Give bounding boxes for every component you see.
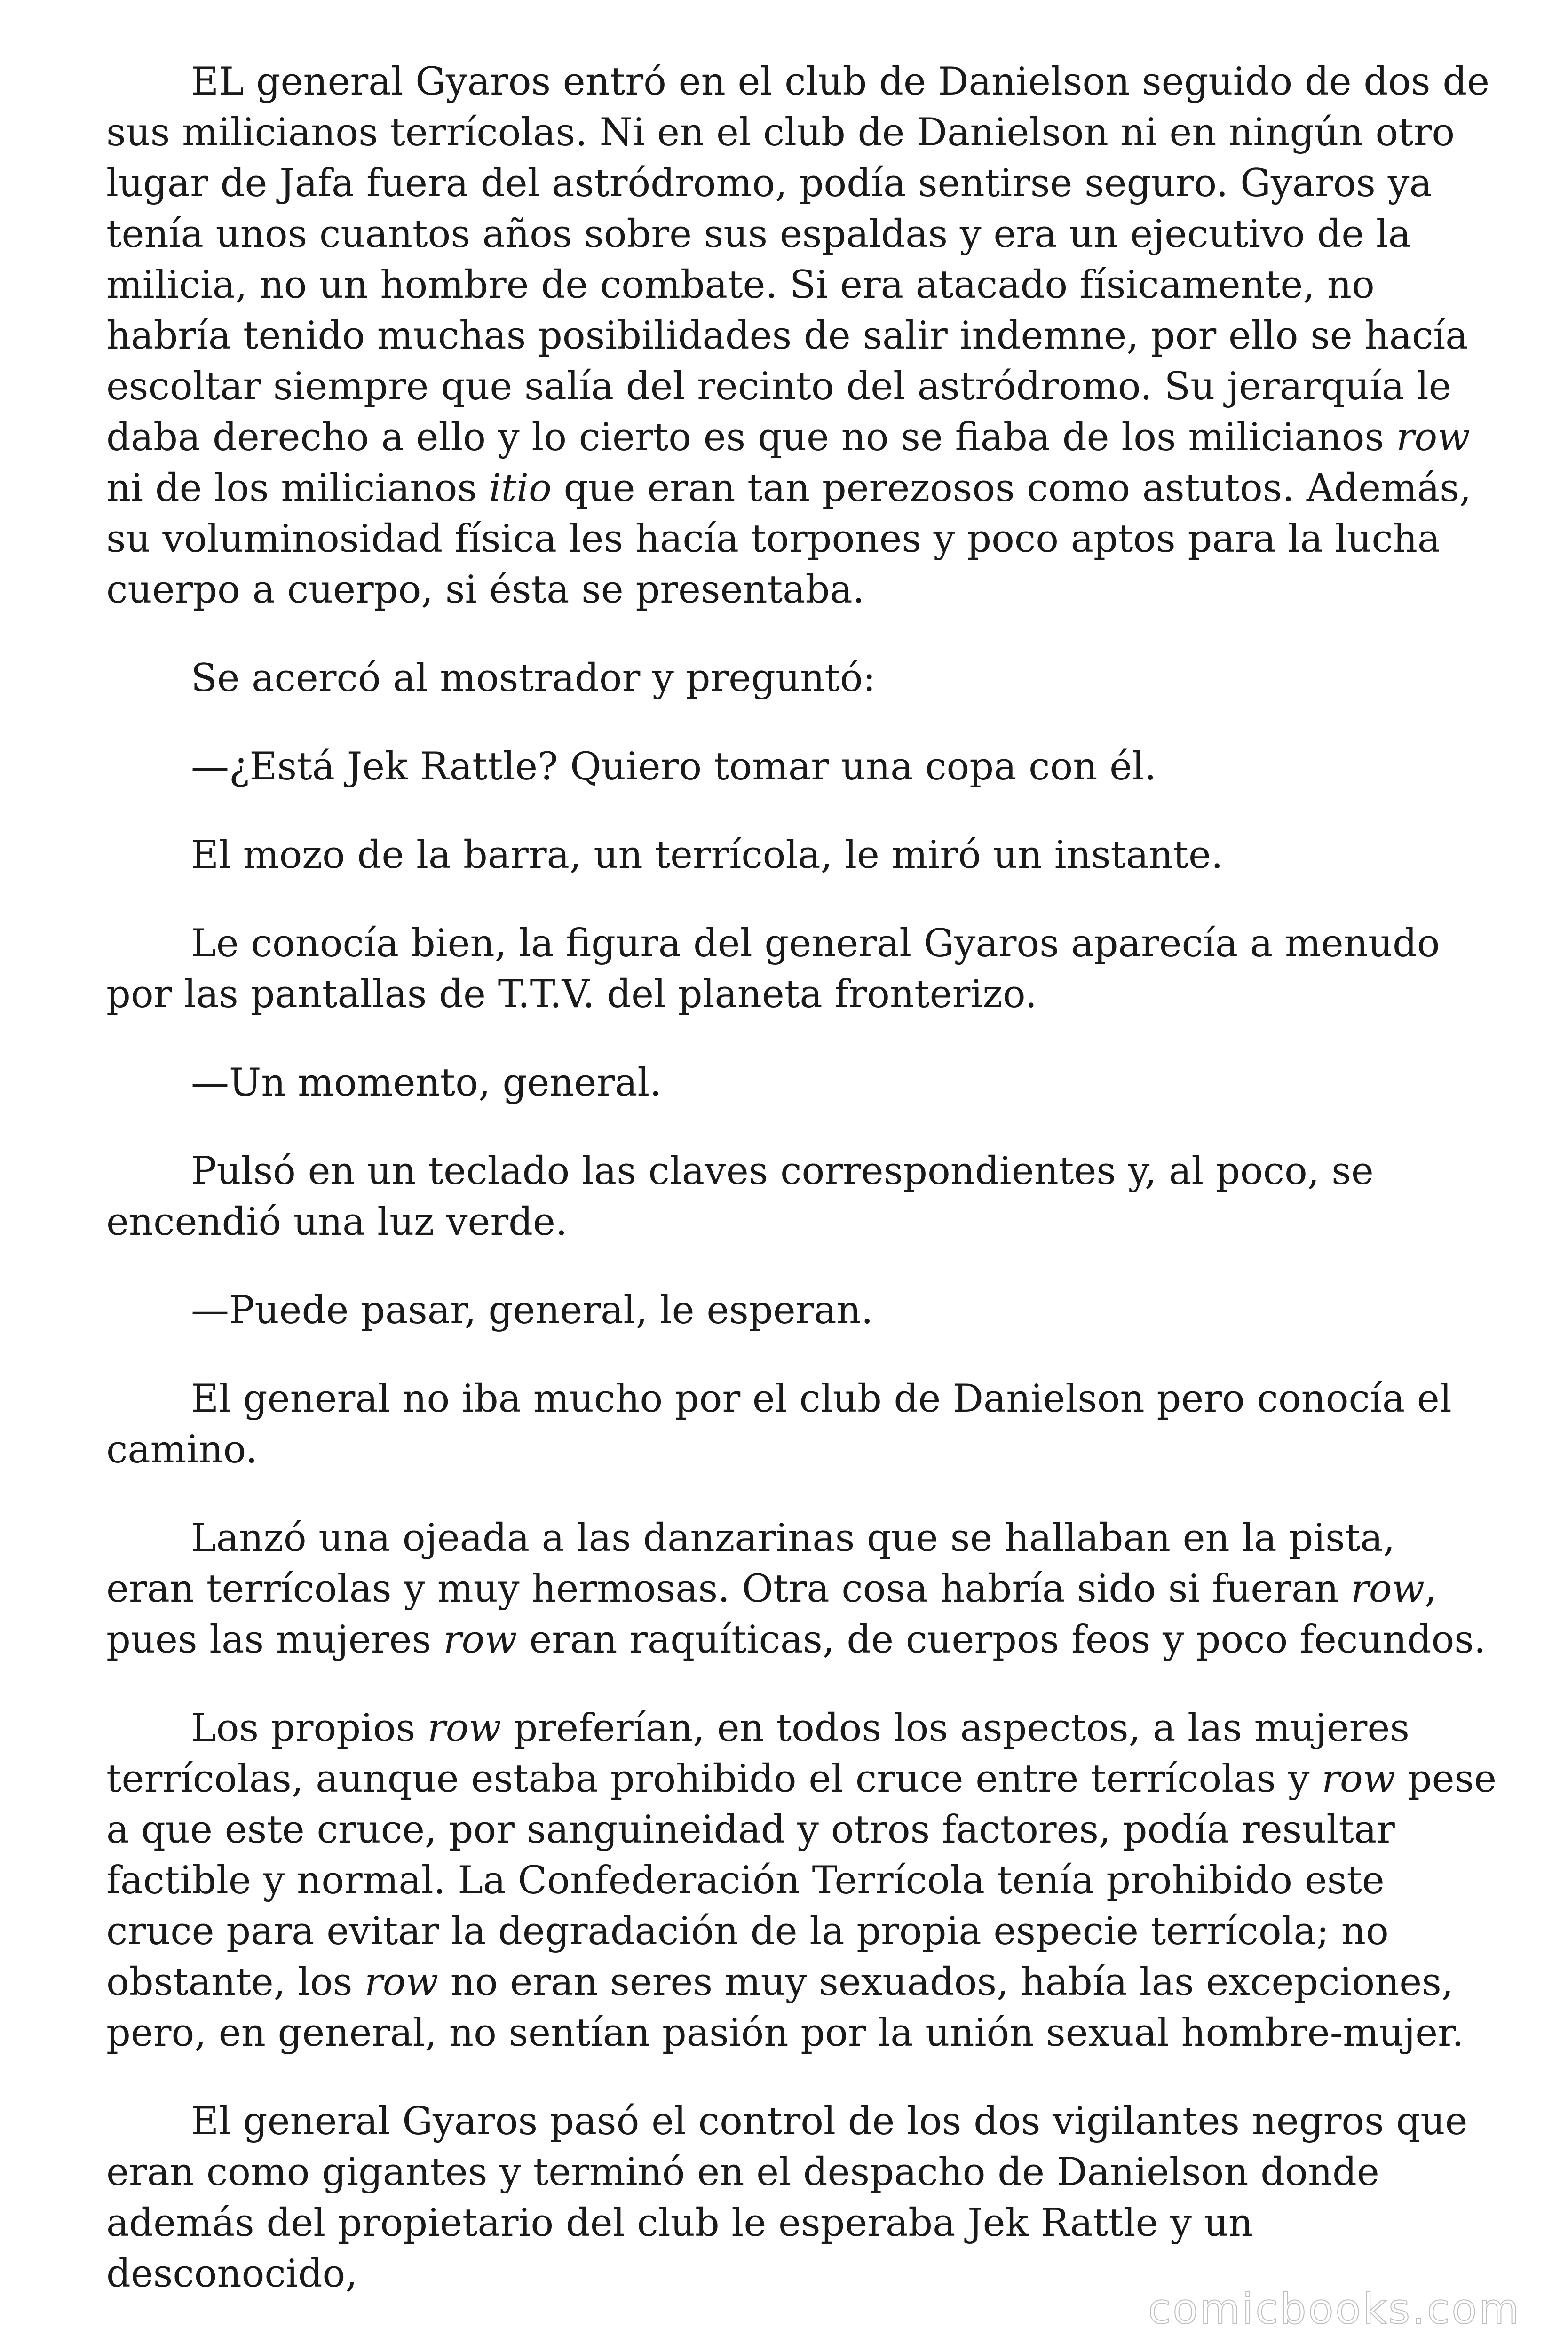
text-run: sus milicianos terrícolas. Ni en el club de Danielson ni en ningún otro xyxy=(106,111,1455,155)
text-run: lugar de Jafa fuera del astródromo, podía sentirse seguro. Gyaros ya xyxy=(106,161,1432,206)
text-run: pero, en general, no sentían pasión por la unión sexual hombre-mujer. xyxy=(106,2011,1464,2055)
text-line xyxy=(22,564,1461,615)
text-run: eran como gigantes y terminó en el despacho de Danielson donde xyxy=(106,2150,1379,2194)
text-run: —Puede pasar, general, le esperan. xyxy=(191,1288,873,1333)
body-text xyxy=(106,56,1497,2337)
text-line xyxy=(106,2096,1468,2147)
text-run: tenía unos cuantos años sobre sus espaldas y era un ejecutivo de la xyxy=(106,212,1411,256)
text-line xyxy=(22,158,1461,209)
text-run: milicia, no un hombre de combate. Si era atacado físicamente, no xyxy=(106,263,1375,307)
text-line xyxy=(106,741,1461,792)
text-line xyxy=(22,2147,1461,2198)
text-run: por las pantallas de T.T.V. del planeta fronterizo. xyxy=(106,972,1037,1017)
text-line xyxy=(22,1804,1461,1855)
text-run: El mozo de la barra, un terrícola, le miró un instante. xyxy=(191,833,1223,877)
text-run: desconocido, xyxy=(106,2252,358,2296)
text-line xyxy=(22,1564,1461,1614)
text-line xyxy=(106,830,1461,881)
text-run: , xyxy=(1424,1567,1437,1611)
text-run: terrícolas, aunque estaba prohibido el cruce entre terrícolas y xyxy=(106,1757,1322,1801)
text-run: daba derecho a ello y lo cierto es que no se fiaba de los milicianos xyxy=(106,415,1396,460)
paragraph xyxy=(106,830,1461,881)
text-run: habría tenido muchas posibilidades de salir indemne, por ello se hacía xyxy=(106,314,1468,358)
paragraph xyxy=(106,1374,1461,1475)
text-line xyxy=(106,1703,1461,1754)
text-run: EL general Gyaros entró en el club de Danielson seguido de dos de xyxy=(191,60,1490,104)
text-run: pese xyxy=(1395,1757,1497,1801)
text-line xyxy=(22,2008,1464,2058)
text-run: Lanzó una ojeada a las danzarinas que se hallaban en la pista, xyxy=(191,1516,1395,1560)
text-run: obstante, los xyxy=(106,1960,365,2004)
text-line xyxy=(22,1754,1497,1804)
text-line xyxy=(106,1374,1461,1424)
text-run: —Un momento, general. xyxy=(191,1061,662,1105)
italic-run: row xyxy=(364,1960,438,2004)
text-line xyxy=(22,361,1461,412)
italic-run: itio xyxy=(489,466,552,510)
paragraph xyxy=(106,1285,1461,1336)
text-run: preferían, en todos los aspectos, a las mujeres xyxy=(501,1706,1410,1750)
text-run: escoltar siempre que salía del recinto del astródromo. Su jerarquía le xyxy=(106,365,1451,409)
text-line xyxy=(22,260,1461,310)
text-run: eran terrícolas y muy hermosas. Otra cosa habría sido si fueran xyxy=(106,1567,1351,1611)
italic-run: row xyxy=(1322,1757,1396,1801)
watermark: comicbooks.com xyxy=(1148,2285,1521,2333)
text-line xyxy=(22,107,1461,158)
text-run: encendió una luz verde. xyxy=(106,1200,568,1244)
text-line xyxy=(22,1906,1461,1957)
text-run: El general no iba mucho por el club de Danielson pero conocía el xyxy=(191,1377,1452,1421)
text-run: Se acercó al mostrador y preguntó: xyxy=(191,656,876,700)
text-run: Pulsó en un teclado las claves correspondientes y, al poco, se xyxy=(191,1149,1374,1193)
paragraph xyxy=(106,2096,1468,2299)
text-run: ni de los milicianos xyxy=(106,466,489,510)
text-line xyxy=(22,514,1461,564)
text-line xyxy=(22,1957,1461,2008)
paragraph xyxy=(106,741,1461,792)
text-run: —¿Está Jek Rattle? Quiero tomar una copa con él. xyxy=(191,745,1156,789)
text-line xyxy=(106,653,1461,704)
text-run: a que este cruce, por sanguineidad y otros factores, podía resultar xyxy=(106,1808,1395,1852)
paragraph xyxy=(106,56,1490,615)
text-line xyxy=(22,310,1468,361)
text-run: Los propios xyxy=(191,1706,428,1750)
text-line xyxy=(22,969,1461,1020)
text-line xyxy=(22,1424,1461,1475)
text-run: su voluminosidad física les hacía torpones y poco aptos para la lucha xyxy=(106,517,1441,561)
text-line xyxy=(106,1057,1461,1108)
text-line xyxy=(106,56,1490,107)
italic-run: row xyxy=(1396,415,1470,460)
text-line xyxy=(106,1513,1461,1564)
text-run: factible y normal. La Confederación Terrícola tenía prohibido este xyxy=(106,1859,1385,1903)
text-line xyxy=(22,463,1472,514)
text-line xyxy=(22,412,1470,463)
text-run: no eran seres muy sexuados, había las excepciones, xyxy=(438,1960,1454,2004)
text-run: además del propietario del club le esperaba Jek Rattle y un xyxy=(106,2201,1253,2245)
italic-run: row xyxy=(428,1706,501,1750)
text-run: cuerpo a cuerpo, si ésta se presentaba. xyxy=(106,568,865,612)
text-run: Le conocía bien, la figura del general Gyaros aparecía a menudo xyxy=(191,922,1440,966)
text-line xyxy=(22,209,1461,260)
text-run: camino. xyxy=(106,1428,258,1472)
text-run: que eran tan perezosos como astutos. Además, xyxy=(551,466,1472,510)
paragraph xyxy=(106,1146,1461,1248)
text-line xyxy=(22,2198,1461,2249)
paragraph xyxy=(106,1703,1497,2058)
paragraph xyxy=(106,918,1461,1020)
paragraph xyxy=(106,653,1461,704)
italic-run: row xyxy=(443,1618,517,1662)
text-line xyxy=(22,1855,1461,1906)
text-run: cruce para evitar la degradación de la propia especie terrícola; no xyxy=(106,1909,1389,1954)
text-line xyxy=(106,918,1461,969)
text-run: eran raquíticas, de cuerpos feos y poco fecundos. xyxy=(517,1618,1486,1662)
text-run: pues las mujeres xyxy=(106,1618,443,1662)
paragraph xyxy=(106,1513,1486,1665)
text-line xyxy=(22,1197,1461,1248)
italic-run: row xyxy=(1351,1567,1425,1611)
text-line xyxy=(106,1146,1461,1197)
paragraph xyxy=(106,1057,1461,1108)
text-line xyxy=(106,1285,1461,1336)
text-line xyxy=(22,1614,1486,1665)
text-run: El general Gyaros pasó el control de los dos vigilantes negros que xyxy=(191,2099,1468,2144)
